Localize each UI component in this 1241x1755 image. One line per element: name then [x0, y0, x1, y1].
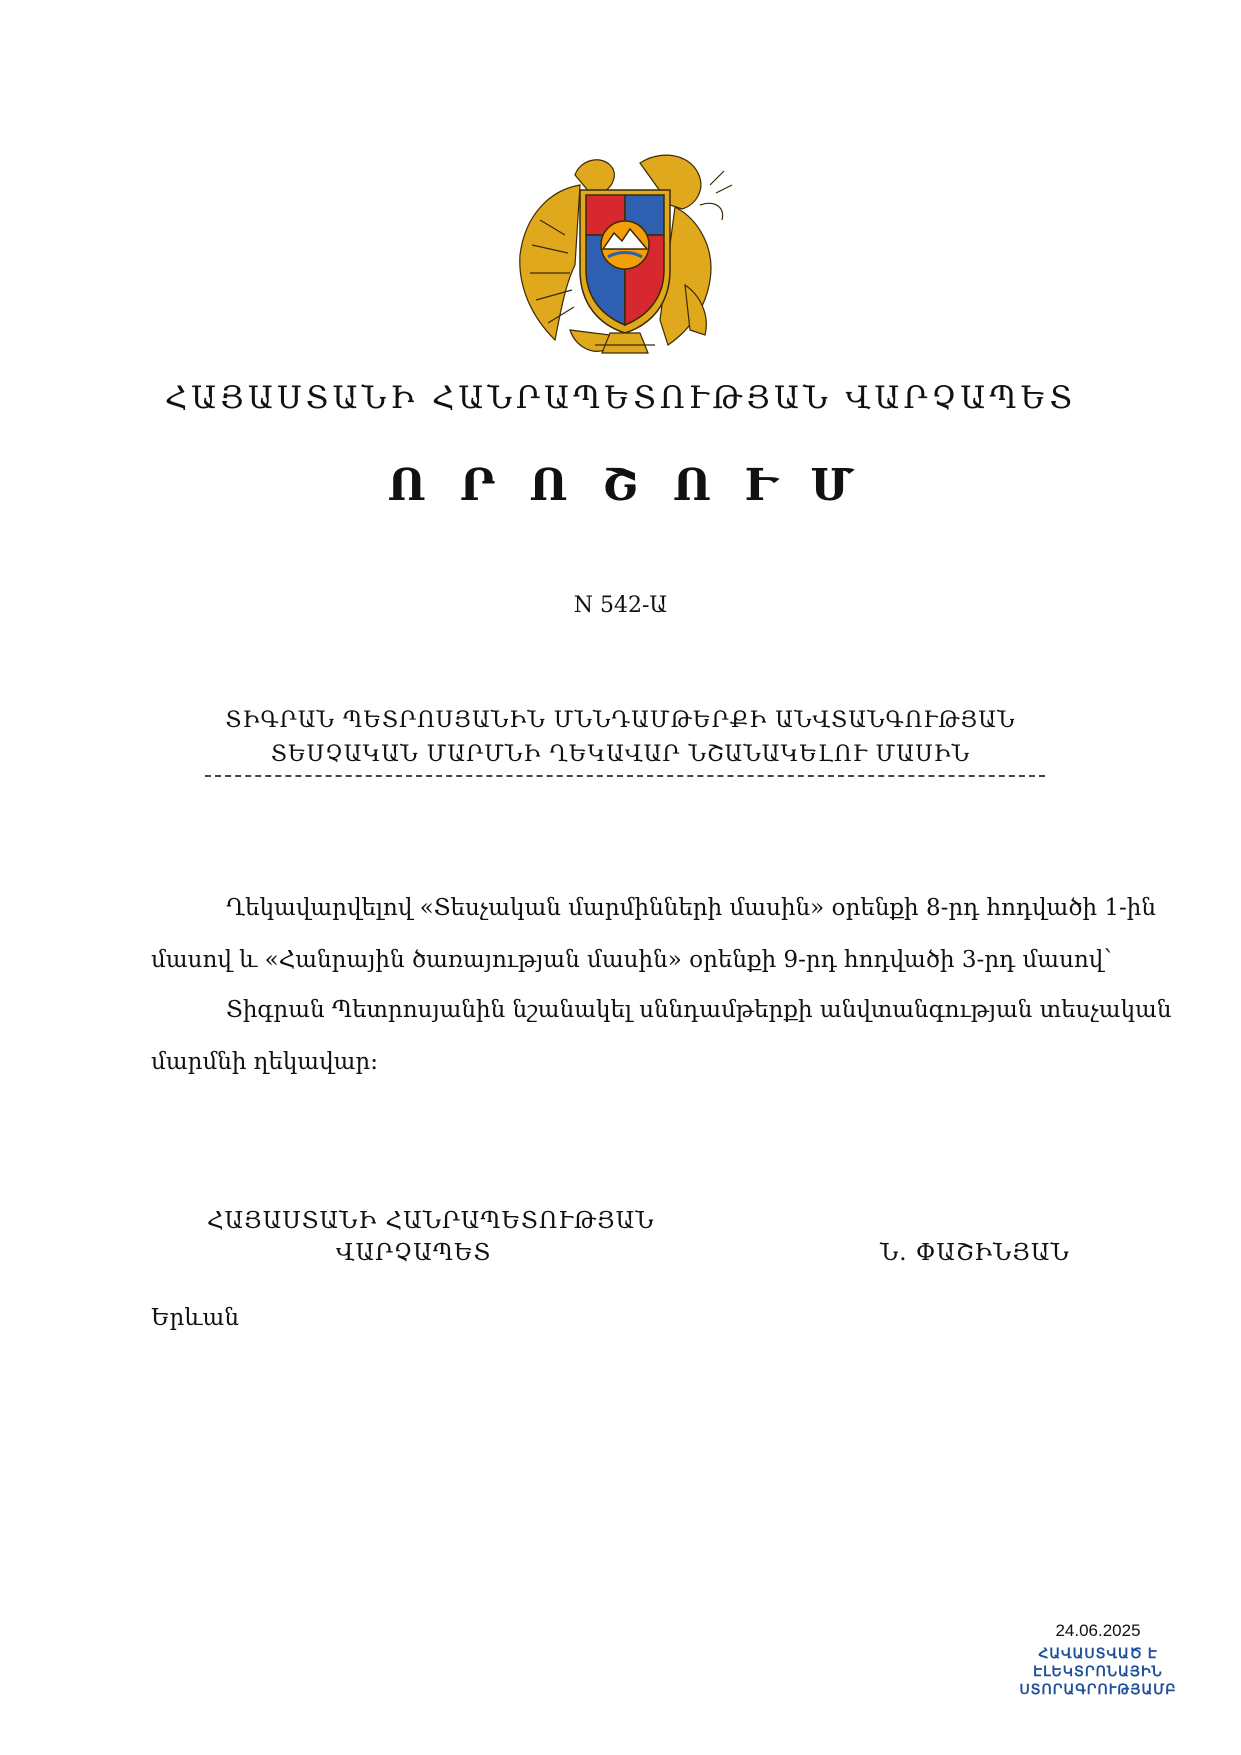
stamp-text-line-3: ՍՏՈՐԱԳՐՈՒԹՅԱՄԲ: [1019, 1681, 1177, 1697]
subject-line-2: ՏԵՍՉԱԿԱՆ ՄԱՐՄՆԻ ՂԵԿԱՎԱՐ ՆՇԱՆԱԿԵԼՈՒ ՄԱՍԻՆ: [270, 742, 971, 767]
document-number: N 542-Ա: [573, 593, 668, 618]
body-paragraph-1-line-2: մասով և «Հանրային ծառայության մասին» օրենքի 9-րդ հոդվածի 3-րդ մասով՝: [151, 947, 1112, 973]
body-paragraph-2-line-1: Տիգրան Պետրոսյանին նշանակել սննդամթերքի անվտանգության տեսչական: [226, 997, 1172, 1023]
subject-line-1: ՏԻԳՐԱՆ ՊԵՏՐՈՍՅԱՆԻՆ ՄՆՆԴԱՄԹԵՐՔԻ ԱՆՎՏԱՆԳՈՒԹՅԱՆ: [225, 708, 1016, 733]
stamp-text-line-2: ԷԼԵԿՏՐՈՆԱՅԻՆ: [1033, 1663, 1163, 1679]
body-paragraph-2-line-2: մարմնի ղեկավար:: [151, 1049, 378, 1075]
issuing-authority: ՀԱՅԱՍՏԱՆԻ ՀԱՆՐԱՊԵՏՈՒԹՅԱՆ ՎԱՐՉԱՊԵՏ: [164, 380, 1077, 416]
stamp-date: 24.06.2025: [1055, 1621, 1141, 1640]
body-paragraph-1-line-1: Ղեկավարվելով «Տեսչական մարմինների մասին» օրենքի 8-րդ հոդվածի 1-ին: [226, 895, 1157, 921]
dashed-divider: [205, 775, 1045, 777]
signatory-title-line-2: ՎԱՐՉԱՊԵՏ: [336, 1240, 492, 1266]
issue-city: Երևան: [151, 1305, 239, 1331]
signatory-title-line-1: ՀԱՅԱՍՏԱՆԻ ՀԱՆՐԱՊԵՏՈՒԹՅԱՆ: [207, 1208, 655, 1234]
stamp-text-line-1: ՀԱՎԱՍՏՎԱԾ Է: [1038, 1645, 1158, 1661]
document-type-title: ՈՐՈՇՈՒՄ: [387, 460, 888, 511]
coat-of-arms-icon: [510, 145, 740, 360]
signer-name: Ն. ՓԱՇԻՆՅԱՆ: [880, 1240, 1070, 1266]
